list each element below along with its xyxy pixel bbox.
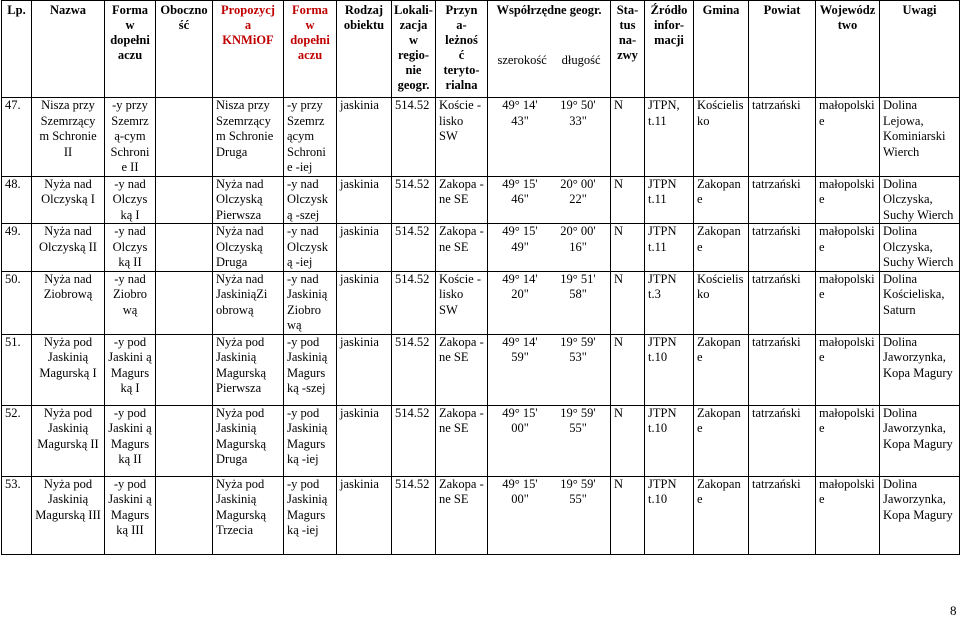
gmina-cell: Zakopan e	[694, 334, 749, 405]
nazwa-cell: Nisza przy Szemrzący m Schronie II	[32, 98, 105, 177]
powiat-cell: tatrzański	[749, 271, 816, 334]
lokalizacja-cell: 514.52	[392, 176, 436, 224]
lp-cell: 53.	[2, 476, 32, 554]
wojewodztwo-cell: małopolski e	[816, 334, 880, 405]
uwagi-cell: Dolina Jaworzynka, Kopa Magury	[880, 334, 960, 405]
lp-cell: 49.	[2, 224, 32, 272]
wspolrzedne-cell	[488, 334, 611, 405]
uwagi-cell: Dolina Olczyska, Suchy Wierch	[880, 224, 960, 272]
header-rodzaj-obiektu: Rodzaj obiektu	[337, 1, 392, 98]
header-przynaleznosc: Przyn a- leżnoś ć teryto- rialna	[436, 1, 488, 98]
rodzaj-obiektu-cell: jaskinia	[337, 271, 392, 334]
obocznosc-cell	[156, 405, 213, 476]
propozycja-cell: Nyża nad Olczyską Druga	[213, 224, 284, 272]
przynaleznosc-cell: Zakopa -ne SE	[436, 405, 488, 476]
dlugosc-value: 19° 59' 55"	[560, 405, 596, 435]
forma-dopelniacza-2-cell: -y pod Jaskinią Magurs ką -iej	[284, 405, 337, 476]
wspolrzedne-cell	[488, 405, 611, 476]
wojewodztwo-cell: małopolski e	[816, 476, 880, 554]
przynaleznosc-cell: Zakopa -ne SE	[436, 334, 488, 405]
lokalizacja-cell: 514.52	[392, 334, 436, 405]
uwagi-cell: Dolina Jaworzynka, Kopa Magury	[880, 476, 960, 554]
header-lokalizacja: Lokali- zacja w regio- nie geogr.	[392, 1, 436, 98]
obocznosc-cell	[156, 476, 213, 554]
table-row	[2, 476, 960, 554]
lokalizacja-cell: 514.52	[392, 405, 436, 476]
zrodlo-cell: JTPN t.10	[645, 405, 694, 476]
header-propozycja-knmiof: Propozycj a KNMiOF	[213, 1, 284, 98]
forma-dopelniacza-2-cell: -y nad Jaskinią Ziobro wą	[284, 271, 337, 334]
table-row	[2, 334, 960, 405]
nazwa-cell: Nyża nad Ziobrową	[32, 271, 105, 334]
status-cell: N	[611, 476, 645, 554]
obocznosc-cell	[156, 176, 213, 224]
header-wspolrzedne	[488, 1, 611, 98]
uwagi-cell: Dolina Lejowa, Kominiarski Wierch	[880, 98, 960, 177]
uwagi-cell: Dolina Olczyska, Suchy Wierch	[880, 176, 960, 224]
table-row	[2, 176, 960, 224]
wojewodztwo-cell: małopolski e	[816, 405, 880, 476]
propozycja-cell: Nyża nad Olczyską Pierwsza	[213, 176, 284, 224]
wspolrzedne-cell	[488, 176, 611, 224]
header-wojewodztwo: Województwo	[816, 1, 880, 98]
propozycja-cell: Nyża pod Jaskinią Magurską Trzecia	[213, 476, 284, 554]
forma-dopelniacza-cell: -y pod Jaskini ą Magurs ką II	[105, 405, 156, 476]
header-forma-dopelniacza-2: Forma w dopełni aczu	[284, 1, 337, 98]
uwagi-cell: Dolina Kościeliska, Saturn	[880, 271, 960, 334]
nazwa-cell: Nyża pod Jaskinią Magurską II	[32, 405, 105, 476]
status-cell: N	[611, 98, 645, 177]
powiat-cell: tatrzański	[749, 405, 816, 476]
page-number: 8	[950, 603, 957, 618]
zrodlo-cell: JTPN t.10	[645, 476, 694, 554]
table-row	[2, 98, 960, 177]
status-cell: N	[611, 224, 645, 272]
rodzaj-obiektu-cell: jaskinia	[337, 334, 392, 405]
szerokosc-value: 49° 14' 20"	[502, 271, 538, 301]
header-szerokosc: szerokość	[497, 53, 547, 67]
propozycja-cell: Nyża pod Jaskinią Magurską Pierwsza	[213, 334, 284, 405]
nazwa-cell: Nyża pod Jaskinią Magurską I	[32, 334, 105, 405]
zrodlo-cell: JTPN t.11	[645, 176, 694, 224]
przynaleznosc-cell: Koście -lisko SW	[436, 98, 488, 177]
gmina-cell: Kościelis ko	[694, 98, 749, 177]
wspolrzedne-cell	[488, 271, 611, 334]
wspolrzedne-cell	[488, 98, 611, 177]
szerokosc-value: 49° 15' 49"	[502, 224, 538, 254]
status-cell: N	[611, 176, 645, 224]
header-gmina: Gmina	[694, 1, 749, 98]
header-zrodlo: Źródło infor- macji	[645, 1, 694, 98]
zrodlo-cell: JTPN t.10	[645, 334, 694, 405]
wojewodztwo-cell: małopolski e	[816, 176, 880, 224]
lokalizacja-cell: 514.52	[392, 224, 436, 272]
dlugosc-value: 19° 50' 33"	[560, 98, 596, 128]
wspolrzedne-cell	[488, 224, 611, 272]
forma-dopelniacza-cell: -y nad Ziobro wą	[105, 271, 156, 334]
zrodlo-cell: JTPN t.3	[645, 271, 694, 334]
przynaleznosc-cell: Zakopa -ne SE	[436, 224, 488, 272]
lokalizacja-cell: 514.52	[392, 271, 436, 334]
gmina-cell: Zakopan e	[694, 405, 749, 476]
forma-dopelniacza-cell: -y nad Olczys ką II	[105, 224, 156, 272]
gazetteer-table	[1, 0, 960, 555]
dlugosc-value: 19° 51' 58"	[560, 271, 596, 301]
szerokosc-value: 49° 15' 00"	[502, 476, 538, 506]
nazwa-cell: Nyża pod Jaskinią Magurską III	[32, 476, 105, 554]
lp-cell: 50.	[2, 271, 32, 334]
wojewodztwo-cell: małopolski e	[816, 224, 880, 272]
forma-dopelniacza-2-cell: -y nad Olczysk ą -iej	[284, 224, 337, 272]
lp-cell: 48.	[2, 176, 32, 224]
szerokosc-value: 49° 14' 59"	[502, 334, 538, 364]
gmina-cell: Kościelis ko	[694, 271, 749, 334]
coordinates-title: Współrzędne geogr.	[496, 3, 602, 17]
header-forma-dopelniacza: Forma w dopełni aczu	[105, 1, 156, 98]
header-row	[2, 1, 960, 98]
nazwa-cell: Nyża nad Olczyską I	[32, 176, 105, 224]
powiat-cell: tatrzański	[749, 176, 816, 224]
wojewodztwo-cell: małopolski e	[816, 98, 880, 177]
rodzaj-obiektu-cell: jaskinia	[337, 476, 392, 554]
rodzaj-obiektu-cell: jaskinia	[337, 98, 392, 177]
table-row	[2, 405, 960, 476]
forma-dopelniacza-2-cell: -y przy Szemrz ącym Schroni e -iej	[284, 98, 337, 177]
szerokosc-value: 49° 14' 43"	[502, 98, 538, 128]
obocznosc-cell	[156, 224, 213, 272]
wspolrzedne-cell	[488, 476, 611, 554]
nazwa-cell: Nyża nad Olczyską II	[32, 224, 105, 272]
przynaleznosc-cell: Zakopa -ne SE	[436, 176, 488, 224]
forma-dopelniacza-2-cell: -y pod Jaskinią Magurs ką -iej	[284, 476, 337, 554]
forma-dopelniacza-cell: -y pod Jaskini ą Magurs ką III	[105, 476, 156, 554]
status-cell: N	[611, 271, 645, 334]
lp-cell: 47.	[2, 98, 32, 177]
uwagi-cell: Dolina Jaworzynka, Kopa Magury	[880, 405, 960, 476]
powiat-cell: tatrzański	[749, 224, 816, 272]
propozycja-cell: Nyża nad JaskiniąZi obrową	[213, 271, 284, 334]
table-row	[2, 271, 960, 334]
lokalizacja-cell: 514.52	[392, 476, 436, 554]
obocznosc-cell	[156, 334, 213, 405]
lokalizacja-cell: 514.52	[392, 98, 436, 177]
header-powiat: Powiat	[749, 1, 816, 98]
szerokosc-value: 49° 15' 46"	[502, 176, 538, 206]
forma-dopelniacza-cell: -y nad Olczys ką I	[105, 176, 156, 224]
propozycja-cell: Nyża pod Jaskinią Magurską Druga	[213, 405, 284, 476]
rodzaj-obiektu-cell: jaskinia	[337, 224, 392, 272]
powiat-cell: tatrzański	[749, 98, 816, 177]
header-status: Sta- tus na- zwy	[611, 1, 645, 98]
header-nazwa: Nazwa	[32, 1, 105, 98]
lp-cell: 51.	[2, 334, 32, 405]
header-uwagi: Uwagi	[880, 1, 960, 98]
dlugosc-value: 19° 59' 55"	[560, 476, 596, 506]
dlugosc-value: 19° 59' 53"	[560, 334, 596, 364]
rodzaj-obiektu-cell: jaskinia	[337, 405, 392, 476]
gmina-cell: Zakopan e	[694, 224, 749, 272]
powiat-cell: tatrzański	[749, 334, 816, 405]
status-cell: N	[611, 405, 645, 476]
forma-dopelniacza-cell: -y pod Jaskini ą Magurs ką I	[105, 334, 156, 405]
status-cell: N	[611, 334, 645, 405]
przynaleznosc-cell: Koście -lisko SW	[436, 271, 488, 334]
rodzaj-obiektu-cell: jaskinia	[337, 176, 392, 224]
forma-dopelniacza-2-cell: -y pod Jaskinią Magurs ką -szej	[284, 334, 337, 405]
zrodlo-cell: JTPN t.11	[645, 224, 694, 272]
obocznosc-cell	[156, 98, 213, 177]
forma-dopelniacza-2-cell: -y nad Olczysk ą -szej	[284, 176, 337, 224]
gmina-cell: Zakopan e	[694, 476, 749, 554]
lp-cell: 52.	[2, 405, 32, 476]
dlugosc-value: 20° 00' 22"	[560, 176, 596, 206]
header-dlugosc: długość	[561, 53, 601, 67]
header-obocznosc: Oboczno ść	[156, 1, 213, 98]
obocznosc-cell	[156, 271, 213, 334]
szerokosc-value: 49° 15' 00"	[502, 405, 538, 435]
forma-dopelniacza-cell: -y przy Szemrz ą-cym Schroni e II	[105, 98, 156, 177]
przynaleznosc-cell: Zakopa -ne SE	[436, 476, 488, 554]
powiat-cell: tatrzański	[749, 476, 816, 554]
gmina-cell: Zakopan e	[694, 176, 749, 224]
header-lp: Lp.	[2, 1, 32, 98]
wojewodztwo-cell: małopolski e	[816, 271, 880, 334]
table-row	[2, 224, 960, 272]
zrodlo-cell: JTPN, t.11	[645, 98, 694, 177]
dlugosc-value: 20° 00' 16"	[560, 224, 596, 254]
propozycja-cell: Nisza przy Szemrzący m Schronie Druga	[213, 98, 284, 177]
